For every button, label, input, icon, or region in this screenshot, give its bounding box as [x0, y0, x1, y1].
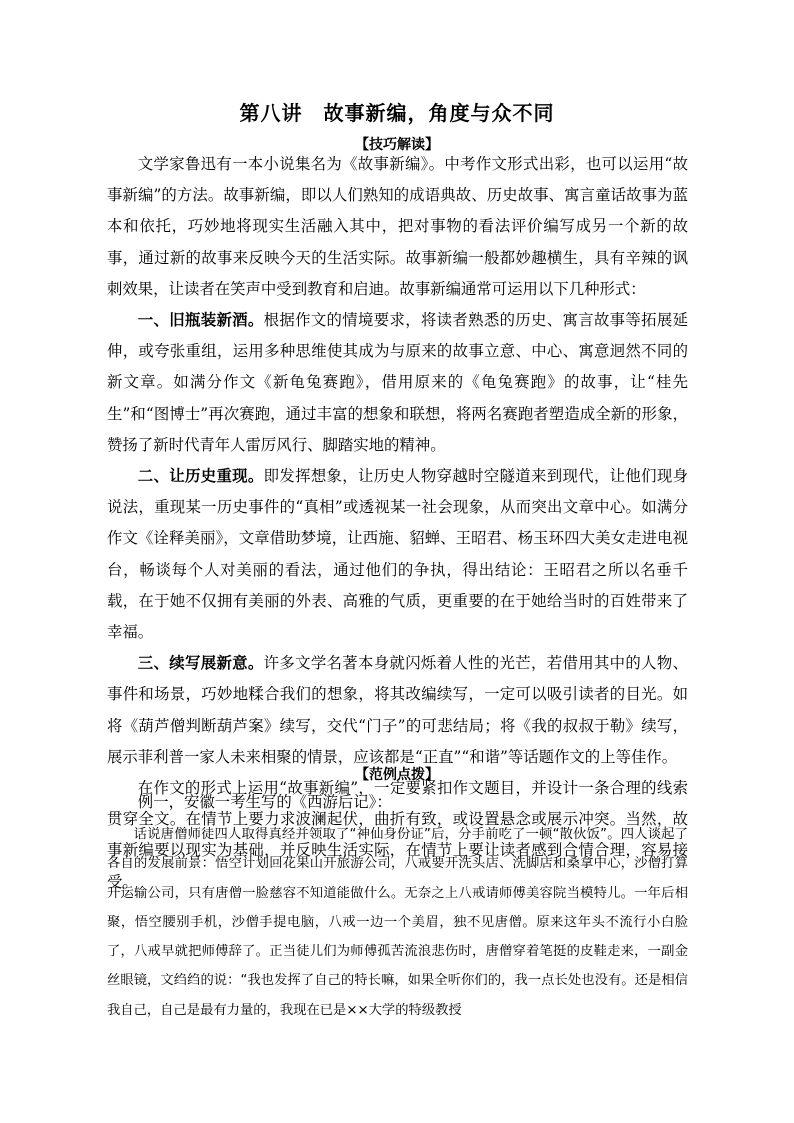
- closing-paragraph: 在作文的形式上运用“故事新编”，一定要紧扣作文题目，并设计一条合理的线索贯穿全文。在情节上要力求波澜起伏，曲折有致，或设置悬念或展示冲突。当然，故事新编要以现实为基础，并反映生活实际，在情节上要让读者感到合情合理，容易接受。: [107, 779, 688, 891]
- form-lead-2: 二、让历史重现。: [137, 467, 264, 486]
- intro-paragraph: 文学家鲁迅有一本小说集名为《故事新编》。中考作文形式出彩，也可以运用“故事新编”的方法。故事新编，即以人们熟知的成语典故、历史故事、寓言童话故事为蓝本和依托，巧妙地将现实生活融入其中，把对事物的看法评价编写成另一个新的故事，通过新的故事来反映今天的生活实际。故事新编一般都妙趣横生，具有辛辣的讽刺效果，让读者在笑声中受到教育和启迪。故事新编通常可运用以下几种形式：: [107, 155, 688, 298]
- form-text-3: 许多文学名著本身就闪烁着人性的光芒，若借用其中的人物、事件和场景，巧妙地糅合我们的想象，将其改编续写，一定可以吸引读者的目光。如将《葫芦僧判断葫芦案》续写，交代“门子”的可悲结局；将《我的叔叔于勒》续写，展示菲利普一家人未来相聚的情景，应该都是“正直”“和谐”等话题作文的上等佳作。: [107, 654, 688, 766]
- form-paragraph-2: [107, 461, 688, 648]
- example-intro: 例一，安徽一考生写的《西游后记》：: [137, 793, 392, 811]
- example-text: 话说唐僧师徒四人取得真经并领取了“神仙身份证”后，分手前吃了一顿“散伙饭”。四人谈起了各自的发展前景：悟空计划回花果山开旅游公司，八戒要开洗头店、洗脚店和桑拿中心，沙僧打算开运输公司，只有唐僧一脸慈容不知道能做什么。无奈之上八戒请师傅美容院当模特儿。一年后相聚，悟空腰别手机，沙僧手提电脑，八戒一边一个美眉，独不见唐僧。原来这年头不流行小白脸了，八戒早就把师傅辞了。正当徒儿们为师傅孤苦流浪悲伤时，唐僧穿着笔挺的皮鞋走来，一副金丝眼镜，文绉绉的说：“我也发挥了自己的特长嘛，如果全听你们的，我一点长处也没有。还是相信我自己，自己是最有力量的，我现在已是××大学的特级教授: [107, 827, 688, 1018]
- form-text-2: 即发挥想象，让历史人物穿越时空隧道来到现代，让他们现身说法，重现某一历史事件的“真相”或透视某一社会现象，从而突出文章中心。如满分作文《诠释美丽》，文章借助梦境，让西施、貂蝉、王昭君、杨玉环四大美女走进电视台，畅谈每个人对美丽的看法，通过他们的争执，得出结论：王昭君之所以名垂千载，在于她不仅拥有美丽的外表、高雅的气质，更重要的在于她给当时的百姓带来了幸福。: [107, 467, 688, 642]
- technique-body: [107, 149, 688, 898]
- form-lead-1: 一、旧瓶装新酒。: [137, 311, 264, 330]
- form-paragraph-1: [107, 305, 688, 461]
- example-excerpt: [107, 820, 688, 1025]
- form-paragraph-3: [107, 648, 688, 773]
- section-heading-examples: 【范例点拨】: [355, 767, 439, 783]
- section-heading-technique: 【技巧解读】: [355, 137, 439, 153]
- form-lead-3: 三、续写展新意。: [137, 654, 264, 673]
- page-title: 第八讲 故事新编，角度与众不同: [239, 101, 555, 125]
- example-intro-block: [107, 787, 688, 818]
- form-text-1: 根据作文的情境要求，将读者熟悉的历史、寓言故事等拓展延伸，或夸张重组，运用多种思维使其成为与原来的故事立意、中心、寓意迥然不同的新文章。如满分作文《新龟兔赛跑》，借用原来的《龟兔赛跑》的故事，让“桂先生”和“图博士”再次赛跑，通过丰富的想象和联想，将两名赛跑者塑造成全新的形象，赞扬了新时代青年人雷厉风行、脚踏实地的精神。: [107, 311, 688, 454]
